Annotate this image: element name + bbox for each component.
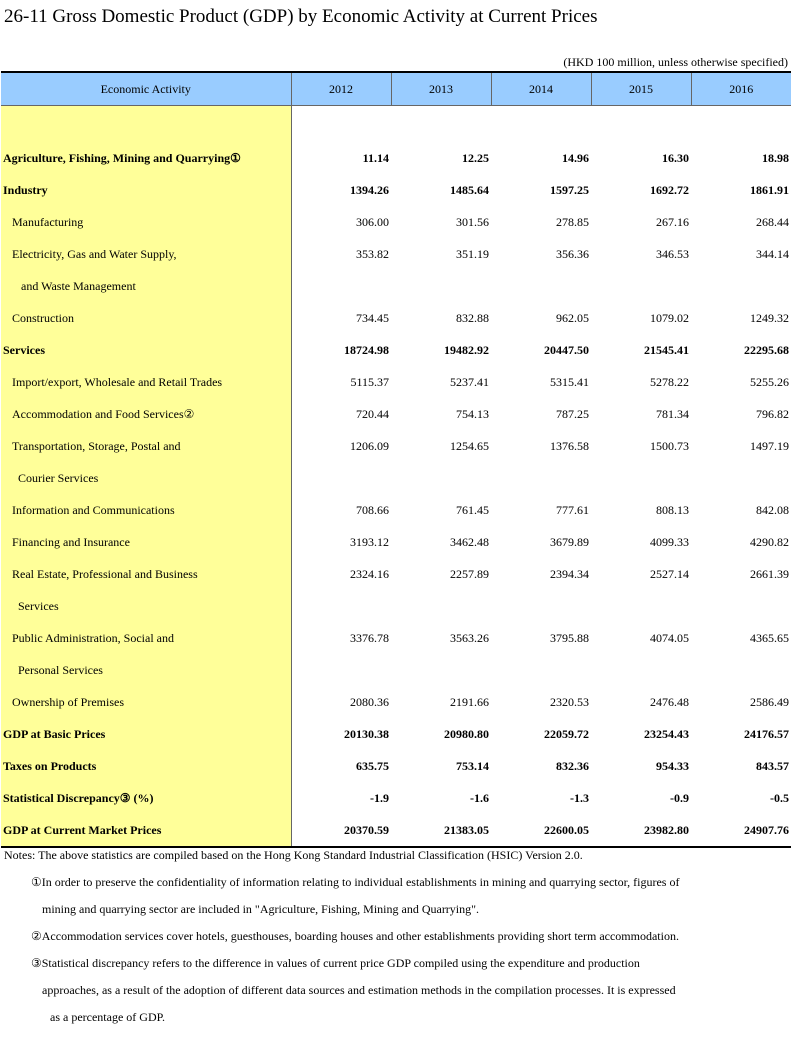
value-cell: 344.14	[756, 246, 789, 261]
value-cell: 796.82	[756, 406, 789, 421]
value-cell: 2191.66	[450, 694, 489, 709]
activity-label: Taxes on Products	[1, 750, 291, 782]
header-year: 2015	[591, 72, 691, 106]
value-cell	[691, 270, 791, 302]
value-cell	[491, 270, 591, 302]
value-cell: 24907.76	[691, 814, 791, 847]
table-row	[1, 654, 791, 686]
table-row	[1, 398, 791, 430]
value-cell	[291, 462, 391, 494]
value-cell: 1206.09	[350, 438, 389, 453]
table-row	[1, 270, 791, 302]
value-cell	[291, 106, 391, 143]
value-cell: 2320.53	[550, 694, 589, 709]
header-year: 2013	[391, 72, 491, 106]
activity-label: and Waste Management	[1, 270, 291, 302]
value-cell: 2080.36	[350, 694, 389, 709]
table-row	[1, 590, 791, 622]
value-cell: 2257.89	[450, 566, 489, 581]
table-body	[1, 106, 791, 848]
value-cell: 2394.34	[550, 566, 589, 581]
value-cell	[491, 654, 591, 686]
value-cell: 346.53	[656, 246, 689, 261]
activity-label: Import/export, Wholesale and Retail Trades	[1, 366, 291, 398]
value-cell: 24176.57	[744, 726, 789, 741]
value-cell	[291, 654, 391, 686]
activity-label: Manufacturing	[1, 206, 291, 238]
table-row	[1, 558, 791, 590]
value-cell: -1.3	[570, 790, 589, 805]
activity-label: Real Estate, Professional and Business	[1, 558, 291, 590]
value-cell: 777.61	[556, 502, 589, 517]
value-cell: 23254.43	[644, 726, 689, 741]
value-cell: 18.98	[762, 150, 789, 165]
value-cell: 356.36	[556, 246, 589, 261]
value-cell: 1394.26	[350, 182, 389, 197]
value-cell	[491, 106, 591, 143]
value-cell	[591, 462, 691, 494]
activity-label: Statistical Discrepancy③ (%)	[1, 782, 291, 814]
value-cell: 832.36	[556, 758, 589, 773]
table-row	[1, 718, 791, 750]
activity-label: Courier Services	[1, 462, 291, 494]
activity-label: Transportation, Storage, Postal and	[1, 430, 291, 462]
activity-label: Construction	[1, 302, 291, 334]
activity-label: Information and Communications	[1, 494, 291, 526]
table-row	[1, 334, 791, 366]
value-cell: 267.16	[656, 214, 689, 229]
value-cell: 761.45	[456, 502, 489, 517]
activity-label: Services	[1, 334, 291, 366]
value-cell: 832.88	[456, 310, 489, 325]
activity-label: GDP at Basic Prices	[1, 718, 291, 750]
value-cell: 5115.37	[350, 374, 389, 389]
value-cell: 22600.05	[491, 814, 591, 847]
value-cell: 306.00	[356, 214, 389, 229]
table-row	[1, 462, 791, 494]
notes-section	[4, 842, 790, 1031]
note-line: ①In order to preserve the confidentiality of information relating to individual establishments in mining and quarrying sector, figures of	[31, 875, 680, 889]
table-row	[1, 174, 791, 206]
table-row	[1, 686, 791, 718]
value-cell: 22059.72	[544, 726, 589, 741]
table-row	[1, 494, 791, 526]
value-cell: 20370.59	[291, 814, 391, 847]
value-cell: 781.34	[656, 406, 689, 421]
value-cell	[391, 590, 491, 622]
table-row	[1, 206, 791, 238]
activity-label: Ownership of Premises	[1, 686, 291, 718]
value-cell: 1376.58	[550, 438, 589, 453]
value-cell: 20447.50	[544, 342, 589, 357]
value-cell: 808.13	[656, 502, 689, 517]
value-cell: 20980.80	[444, 726, 489, 741]
header-economic-activity: Economic Activity	[1, 72, 291, 106]
value-cell: 3679.89	[550, 534, 589, 549]
value-cell: 787.25	[556, 406, 589, 421]
note-line: mining and quarrying sector are included in "Agriculture, Fishing, Mining and Quarrying".	[42, 902, 480, 916]
value-cell: 5315.41	[550, 374, 589, 389]
value-cell: 3462.48	[450, 534, 489, 549]
value-cell: 22295.68	[744, 342, 789, 357]
note-line: Notes: The above statistics are compiled based on the Hong Kong Standard Industrial Classification (HSIC) Version 2.0.	[4, 848, 583, 862]
value-cell: 19482.92	[444, 342, 489, 357]
value-cell: 2586.49	[750, 694, 789, 709]
activity-label: Industry	[1, 174, 291, 206]
value-cell: 1249.32	[750, 310, 789, 325]
value-cell: 2324.16	[350, 566, 389, 581]
value-cell: -0.9	[670, 790, 689, 805]
value-cell: -1.9	[370, 790, 389, 805]
note-line: ②Accommodation services cover hotels, guesthouses, boarding houses and other establishments providing short term accommodation.	[31, 929, 679, 943]
value-cell: 2661.39	[750, 566, 789, 581]
activity-label	[1, 106, 291, 143]
value-cell: 1500.73	[650, 438, 689, 453]
value-cell: 1485.64	[450, 182, 489, 197]
activity-label: Electricity, Gas and Water Supply,	[1, 238, 291, 270]
value-cell: 4074.05	[650, 630, 689, 645]
activity-label: Personal Services	[1, 654, 291, 686]
activity-label: Services	[1, 590, 291, 622]
page-title: 26-11 Gross Domestic Product (GDP) by Economic Activity at Current Prices	[4, 6, 598, 27]
value-cell: 16.30	[662, 150, 689, 165]
table-row	[1, 302, 791, 334]
value-cell	[391, 106, 491, 143]
value-cell: 278.85	[556, 214, 589, 229]
value-cell: 21383.05	[391, 814, 491, 847]
value-cell: 5278.22	[650, 374, 689, 389]
value-cell	[591, 106, 691, 143]
value-cell: 842.08	[756, 502, 789, 517]
value-cell: 954.33	[656, 758, 689, 773]
activity-label: Public Administration, Social and	[1, 622, 291, 654]
value-cell: 1254.65	[450, 438, 489, 453]
value-cell	[491, 590, 591, 622]
value-cell: 11.14	[362, 150, 389, 165]
value-cell: 708.66	[356, 502, 389, 517]
value-cell	[591, 590, 691, 622]
activity-label: Financing and Insurance	[1, 526, 291, 558]
note-line: ③Statistical discrepancy refers to the difference in values of current price GDP compiled using the expenditure and production	[31, 956, 640, 970]
table-row	[1, 142, 791, 174]
header-year: 2014	[491, 72, 591, 106]
value-cell: 353.82	[356, 246, 389, 261]
value-cell: 962.05	[556, 310, 589, 325]
table-row	[1, 782, 791, 814]
value-cell	[691, 590, 791, 622]
value-cell: 843.57	[756, 758, 789, 773]
value-cell	[291, 590, 391, 622]
value-cell	[691, 462, 791, 494]
value-cell: 1861.91	[750, 182, 789, 197]
value-cell	[391, 654, 491, 686]
value-cell: 2527.14	[650, 566, 689, 581]
table-row	[1, 750, 791, 782]
unit-note: (HKD 100 million, unless otherwise specified)	[563, 55, 788, 69]
value-cell: 3193.12	[350, 534, 389, 549]
spacer-row	[1, 106, 791, 143]
value-cell: 3376.78	[350, 630, 389, 645]
value-cell: 18724.98	[344, 342, 389, 357]
value-cell: 720.44	[356, 406, 389, 421]
value-cell: 753.14	[456, 758, 489, 773]
value-cell: 1597.25	[550, 182, 589, 197]
value-cell: 3563.26	[450, 630, 489, 645]
value-cell: 12.25	[462, 150, 489, 165]
value-cell: 351.19	[456, 246, 489, 261]
value-cell: 2476.48	[650, 694, 689, 709]
activity-label: Accommodation and Food Services②	[1, 398, 291, 430]
value-cell	[691, 106, 791, 143]
note-line: as a percentage of GDP.	[50, 1010, 165, 1024]
table-row	[1, 366, 791, 398]
value-cell	[491, 462, 591, 494]
value-cell: 1079.02	[650, 310, 689, 325]
value-cell: 268.44	[756, 214, 789, 229]
header-year: 2016	[691, 72, 791, 106]
value-cell	[391, 462, 491, 494]
value-cell: 4365.65	[750, 630, 789, 645]
activity-label: GDP at Current Market Prices	[1, 814, 291, 847]
note-line: approaches, as a result of the adoption of different data sources and estimation methods in the compilation processes. It is expressed	[42, 983, 676, 997]
value-cell: 5255.26	[750, 374, 789, 389]
value-cell: 14.96	[562, 150, 589, 165]
value-cell	[691, 654, 791, 686]
value-cell: 754.13	[456, 406, 489, 421]
value-cell: 1497.19	[750, 438, 789, 453]
value-cell: 301.56	[456, 214, 489, 229]
value-cell: 734.45	[356, 310, 389, 325]
value-cell	[591, 270, 691, 302]
value-cell: 5237.41	[450, 374, 489, 389]
table-row	[1, 622, 791, 654]
value-cell: 20130.38	[344, 726, 389, 741]
value-cell: 1692.72	[650, 182, 689, 197]
table-row	[1, 526, 791, 558]
table-header-row	[1, 72, 791, 106]
value-cell: -0.5	[770, 790, 789, 805]
value-cell: 21545.41	[644, 342, 689, 357]
value-cell: 4099.33	[650, 534, 689, 549]
table-row	[1, 238, 791, 270]
value-cell: 3795.88	[550, 630, 589, 645]
table-row	[1, 430, 791, 462]
value-cell	[591, 654, 691, 686]
value-cell	[391, 270, 491, 302]
value-cell: -1.6	[470, 790, 489, 805]
value-cell: 23982.80	[591, 814, 691, 847]
value-cell: 635.75	[356, 758, 389, 773]
activity-label: Agriculture, Fishing, Mining and Quarrying①	[1, 142, 291, 174]
header-year: 2012	[291, 72, 391, 106]
value-cell: 4290.82	[750, 534, 789, 549]
gdp-table	[1, 71, 791, 848]
value-cell	[291, 270, 391, 302]
